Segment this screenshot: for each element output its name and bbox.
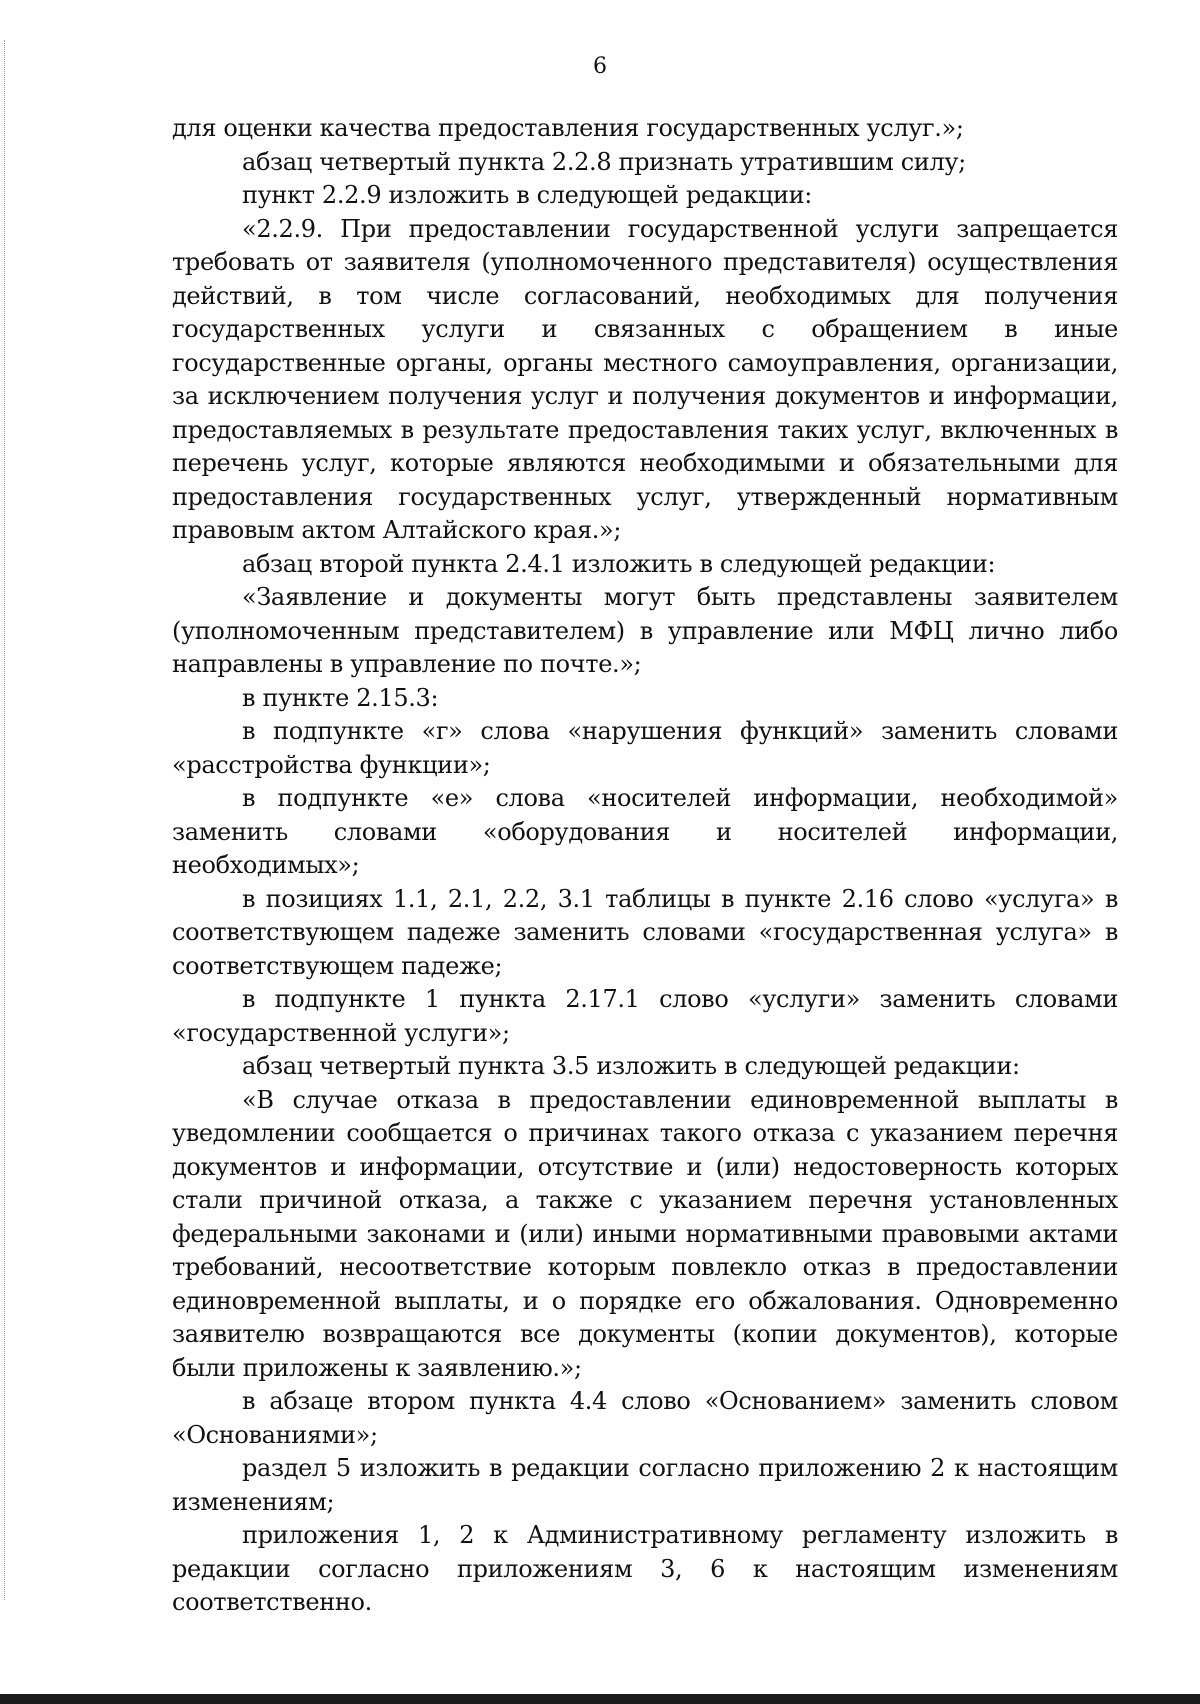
scan-bottom-edge — [0, 1694, 1200, 1704]
paragraph-2-2-9-text: «2.2.9. При предоставлении государственной услуги запрещается требовать от заявителя (уполномоченного представителя) осуществления действий, в том числе согласований, необходимых для получения государственных услуги и связанных с обращением в иные государственные органы, органы местного самоуправления, организации, за исключением получения услуг и получения документов и информации, предоставляемых в результате предоставления таких услуг, включенных в перечень услуг, которые являются необходимыми и обязательными для предоставления государственных услуг, утвержденный нормативным правовым актом Алтайского края.»; — [172, 214, 1118, 544]
paragraph-amendment-2-17-1: в подпункте 1 пункта 2.17.1 слово «услуги» заменить словами «государственной услуги»; — [172, 985, 1118, 1047]
paragraph-amendment-2-2-9-intro: пункт 2.2.9 изложить в следующей редакции: — [242, 181, 812, 209]
paragraph-subitem-g: в подпункте «г» слова «нарушения функций» заменить словами «расстройства функции»; — [172, 717, 1118, 779]
paragraph-amendment-2-16: в позициях 1.1, 2.1, 2.2, 3.1 таблицы в пункте 2.16 слово «услуга» в соответствующем падеже заменить словами «государственная услуга» в соответствующем падеже; — [172, 884, 1118, 980]
paragraph-3-5-text: «В случае отказа в предоставлении единовременной выплаты в уведомлении сообщается о причинах такого отказа с указанием перечня документов и информации, отсутствие и (или) недостоверность которых стали причиной отказа, а также с указанием перечня установленных федеральными законами и (или) иными нормативными правовыми актами требований, несоответствие которым повлекло отказ в предоставлении единовременной выплаты, и о порядке его обжалования. Одновременно заявителю возвращаются все документы (копии документов), которые были приложены к заявлению.»; — [172, 1085, 1118, 1382]
page-number: 6 — [593, 54, 607, 79]
paragraph-amendment-2-2-8: абзац четвертый пункта 2.2.8 признать утратившим силу; — [242, 147, 966, 176]
paragraph-amendment-4-4: в абзаце втором пункта 4.4 слово «Основанием» заменить словом «Основаниями»; — [172, 1387, 1118, 1449]
paragraph-amendment-3-5-intro: абзац четвертый пункта 3.5 изложить в следующей редакции: — [242, 1052, 1020, 1080]
scan-left-edge — [4, 40, 5, 1600]
document-body — [172, 112, 1118, 1620]
paragraph-amendment-2-4-1-intro: абзац второй пункта 2.4.1 изложить в следующей редакции: — [242, 549, 996, 578]
paragraph-amendment-section-5: раздел 5 изложить в редакции согласно приложению 2 к настоящим изменениям; — [172, 1454, 1118, 1516]
paragraph-continuation: для оценки качества предоставления государственных услуг.»; — [172, 114, 964, 142]
paragraph-subitem-e: в подпункте «е» слова «носителей информации, необходимой» заменить словами «оборудования и носителей информации, необходимых»; — [172, 784, 1118, 879]
paragraph-amendment-appendices: приложения 1, 2 к Административному регламенту изложить в редакции согласно приложениям 3, 6 к настоящим изменениям соответственно. — [172, 1521, 1118, 1616]
paragraph-2-4-1-text: «Заявление и документы могут быть представлены заявителем (уполномоченным представителем) в управление или МФЦ лично либо направлены в управление по почте.»; — [172, 583, 1118, 678]
paragraph-amendment-2-15-3-intro: в пункте 2.15.3: — [242, 683, 439, 712]
